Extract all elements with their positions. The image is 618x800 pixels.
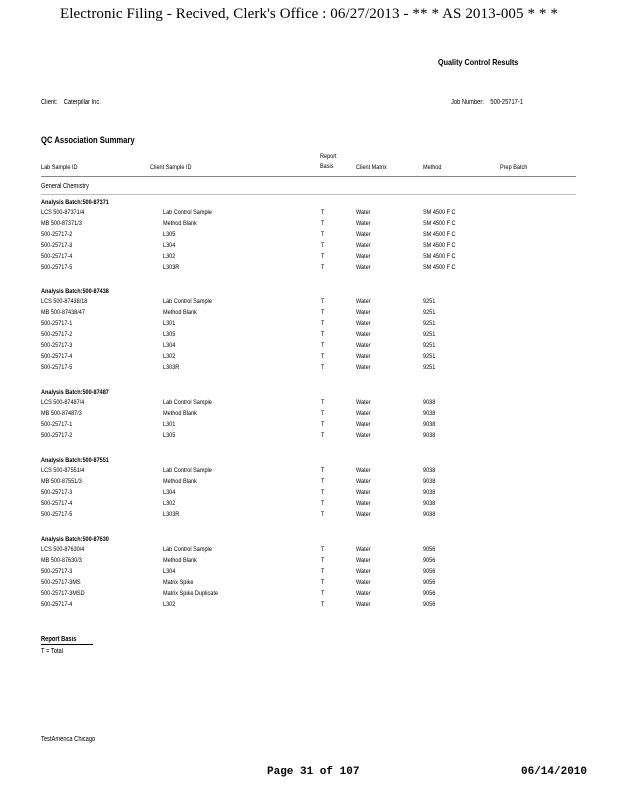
report-basis-cell: T — [321, 342, 325, 349]
method-cell: SM 4500 F C — [423, 209, 456, 216]
job-label: Job Number: — [451, 99, 484, 106]
lab-sample-id-cell: 500-25717-3 — [41, 342, 73, 349]
report-basis-cell: T — [321, 467, 325, 474]
job-info — [451, 99, 523, 106]
report-basis-cell: T — [321, 568, 325, 575]
method-cell: 9038 — [423, 478, 436, 485]
lab-sample-id-cell: MB 500-87551/3 — [41, 478, 82, 485]
report-basis-cell: T — [321, 298, 325, 305]
col-report-basis-line1: Report — [320, 153, 337, 160]
lab-sample-id-cell: MB 500-87438/47 — [41, 309, 85, 316]
lab-sample-id-cell: MB 500-87371/3 — [41, 220, 82, 227]
report-basis-cell: T — [321, 410, 325, 417]
lab-sample-id-cell: 500-25717-3 — [41, 489, 73, 496]
client-matrix-cell: Water — [356, 309, 371, 316]
client-sample-id-cell: L304 — [163, 568, 176, 575]
method-cell: 9038 — [423, 500, 436, 507]
lab-sample-id-cell: 500-25717-2 — [41, 432, 73, 439]
client-matrix-cell: Water — [356, 489, 371, 496]
lab-sample-id-cell: LCS 500-87551/4 — [41, 467, 85, 474]
client-matrix-cell: Water — [356, 410, 371, 417]
client-sample-id-cell: L302 — [163, 353, 176, 360]
client-matrix-cell: Water — [356, 298, 371, 305]
method-cell: 9056 — [423, 568, 436, 575]
lab-sample-id-cell: 500-25717-3MS — [41, 579, 81, 586]
report-basis-cell: T — [321, 546, 325, 553]
client-matrix-cell: Water — [356, 467, 371, 474]
report-basis-cell: T — [321, 353, 325, 360]
report-basis-cell: T — [321, 511, 325, 518]
report-basis-cell: T — [321, 231, 325, 238]
client-sample-id-cell: L305 — [163, 331, 176, 338]
lab-sample-id-cell: 500-25717-4 — [41, 500, 73, 507]
method-cell: 9056 — [423, 590, 436, 597]
method-cell: 9038 — [423, 421, 436, 428]
client-sample-id-cell: L303R — [163, 511, 180, 518]
lab-sample-id-cell: MB 500-87487/3 — [41, 410, 82, 417]
lab-sample-id-cell: 500-25717-4 — [41, 353, 73, 360]
method-cell: 9251 — [423, 342, 436, 349]
report-title: Quality Control Results — [438, 57, 519, 67]
client-matrix-cell: Water — [356, 231, 371, 238]
filing-header: Electronic Filing - Recived, Clerk's Office : 06/27/2013 - ** * AS 2013-005 * * * — [60, 6, 558, 22]
client-matrix-cell: Water — [356, 364, 371, 371]
report-basis-cell: T — [321, 264, 325, 271]
client-sample-id-cell: L304 — [163, 489, 176, 496]
client-value: Caterpillar Inc. — [63, 99, 101, 106]
client-matrix-cell: Water — [356, 601, 371, 608]
client-matrix-cell: Water — [356, 242, 371, 249]
col-method: Method — [423, 164, 442, 171]
lab-sample-id-cell: 500-25717-5 — [41, 364, 73, 371]
method-cell: SM 4500 F C — [423, 220, 456, 227]
client-matrix-cell: Water — [356, 209, 371, 216]
client-sample-id-cell: L302 — [163, 601, 176, 608]
client-sample-id-cell: Lab Control Sample — [163, 546, 212, 553]
client-matrix-cell: Water — [356, 546, 371, 553]
client-info — [41, 99, 101, 106]
col-client-matrix: Client Matrix — [356, 164, 387, 171]
client-sample-id-cell: Matrix Spike — [163, 579, 194, 586]
lab-sample-id-cell: 500-25717-3 — [41, 568, 73, 575]
client-matrix-cell: Water — [356, 568, 371, 575]
lab-sample-id-cell: LCS 500-87438/18 — [41, 298, 88, 305]
lab-sample-id-cell: 500-25717-3 — [41, 242, 73, 249]
method-cell: 9038 — [423, 467, 436, 474]
lab-sample-id-cell: 500-25717-5 — [41, 264, 73, 271]
lab-sample-id-cell: 500-25717-2 — [41, 331, 73, 338]
method-cell: SM 4500 F C — [423, 253, 456, 260]
col-report-basis-line2: Basis — [320, 163, 334, 170]
method-cell: 9251 — [423, 309, 436, 316]
client-sample-id-cell: Method Blank — [163, 410, 197, 417]
client-sample-id-cell: Method Blank — [163, 557, 197, 564]
report-basis-cell: T — [321, 432, 325, 439]
method-cell: 9038 — [423, 489, 436, 496]
client-sample-id-cell: Lab Control Sample — [163, 209, 212, 216]
client-matrix-cell: Water — [356, 331, 371, 338]
client-matrix-cell: Water — [356, 342, 371, 349]
client-sample-id-cell: Method Blank — [163, 220, 197, 227]
client-matrix-cell: Water — [356, 557, 371, 564]
lab-sample-id-cell: 500-25717-4 — [41, 601, 73, 608]
batch-title-text: Analysis Batch:500-87487 — [41, 389, 109, 396]
report-basis-cell: T — [321, 399, 325, 406]
report-basis-cell: T — [321, 320, 325, 327]
client-sample-id-cell: Matrix Spike Duplicate — [163, 590, 218, 597]
report-basis-cell: T — [321, 242, 325, 249]
client-sample-id-cell: L301 — [163, 320, 176, 327]
client-matrix-cell: Water — [356, 320, 371, 327]
client-sample-id-cell: L302 — [163, 500, 176, 507]
report-basis-cell: T — [321, 500, 325, 507]
method-cell: 9038 — [423, 410, 436, 417]
client-sample-id-cell: Method Blank — [163, 478, 197, 485]
client-matrix-cell: Water — [356, 500, 371, 507]
client-matrix-cell: Water — [356, 253, 371, 260]
client-sample-id-cell: Lab Control Sample — [163, 399, 212, 406]
batch-title-text: Analysis Batch:500-87438 — [41, 288, 109, 295]
report-basis-cell: T — [321, 364, 325, 371]
report-basis-cell: T — [321, 489, 325, 496]
legend-item: T = Total — [41, 648, 63, 655]
lab-sample-id-cell: LCS 500-87630/4 — [41, 546, 85, 553]
method-cell: 9251 — [423, 320, 436, 327]
lab-sample-id-cell: 500-25717-1 — [41, 320, 73, 327]
method-cell: 9251 — [423, 364, 436, 371]
client-sample-id-cell: L305 — [163, 432, 176, 439]
lab-sample-id-cell: LCS 500-87371/4 — [41, 209, 85, 216]
batch-title-text: Analysis Batch:500-87551 — [41, 457, 109, 464]
method-cell: 9056 — [423, 557, 436, 564]
method-cell: SM 4500 F C — [423, 242, 456, 249]
report-basis-cell: T — [321, 601, 325, 608]
lab-sample-id-cell: 500-25717-4 — [41, 253, 73, 260]
client-sample-id-cell: L303R — [163, 364, 180, 371]
report-date: 06/14/2010 — [521, 766, 588, 778]
report-basis-cell: T — [321, 421, 325, 428]
method-cell: 9251 — [423, 353, 436, 360]
method-cell: 9251 — [423, 331, 436, 338]
report-basis-cell: T — [321, 478, 325, 485]
header-rule — [41, 176, 576, 177]
report-basis-cell: T — [321, 331, 325, 338]
client-sample-id-cell: L305 — [163, 231, 176, 238]
method-cell: 9038 — [423, 432, 436, 439]
client-sample-id-cell: Lab Control Sample — [163, 467, 212, 474]
report-basis-cell: T — [321, 579, 325, 586]
legend-title: Report Basis — [41, 636, 77, 643]
method-cell: SM 4500 F C — [423, 231, 456, 238]
client-sample-id-cell: L301 — [163, 421, 176, 428]
client-matrix-cell: Water — [356, 220, 371, 227]
lab-sample-id-cell: 500-25717-5 — [41, 511, 73, 518]
method-cell: 9056 — [423, 546, 436, 553]
group-label: General Chemistry — [41, 183, 89, 190]
lab-sample-id-cell: 500-25717-1 — [41, 421, 73, 428]
batch-title-text: Analysis Batch:500-87630 — [41, 536, 109, 543]
method-cell: SM 4500 F C — [423, 264, 456, 271]
lab-sample-id-cell: 500-25717-3MSD — [41, 590, 85, 597]
client-matrix-cell: Water — [356, 478, 371, 485]
lab-name: TestAmerica Chicago — [41, 736, 96, 743]
client-matrix-cell: Water — [356, 264, 371, 271]
group-rule — [41, 194, 576, 195]
report-basis-cell: T — [321, 309, 325, 316]
report-basis-cell: T — [321, 253, 325, 260]
section-title: QC Association Summary — [41, 135, 135, 145]
client-matrix-cell: Water — [356, 421, 371, 428]
client-matrix-cell: Water — [356, 511, 371, 518]
method-cell: 9038 — [423, 511, 436, 518]
legend-underline — [41, 644, 93, 645]
report-basis-cell: T — [321, 209, 325, 216]
lab-sample-id-cell: LCS 500-87487/4 — [41, 399, 85, 406]
client-sample-id-cell: L304 — [163, 342, 176, 349]
method-cell: 9038 — [423, 399, 436, 406]
batch-title-text: Analysis Batch:500-87371 — [41, 199, 109, 206]
client-sample-id-cell: Lab Control Sample — [163, 298, 212, 305]
client-matrix-cell: Water — [356, 399, 371, 406]
col-lab-sample-id: Lab Sample ID — [41, 164, 78, 171]
lab-sample-id-cell: 500-25717-2 — [41, 231, 73, 238]
report-basis-cell: T — [321, 590, 325, 597]
method-cell: 9056 — [423, 579, 436, 586]
method-cell: 9056 — [423, 601, 436, 608]
client-matrix-cell: Water — [356, 590, 371, 597]
client-sample-id-cell: L303R — [163, 264, 180, 271]
client-matrix-cell: Water — [356, 579, 371, 586]
col-client-sample-id: Client Sample ID — [150, 164, 192, 171]
client-sample-id-cell: L302 — [163, 253, 176, 260]
report-basis-cell: T — [321, 557, 325, 564]
page-number: Page 31 of 107 — [267, 766, 360, 778]
job-value: 500-25717-1 — [490, 99, 523, 106]
client-sample-id-cell: Method Blank — [163, 309, 197, 316]
report-basis-cell: T — [321, 220, 325, 227]
client-matrix-cell: Water — [356, 353, 371, 360]
client-matrix-cell: Water — [356, 432, 371, 439]
client-sample-id-cell: L304 — [163, 242, 176, 249]
method-cell: 9251 — [423, 298, 436, 305]
col-prep-batch: Prep Batch — [500, 164, 528, 171]
lab-sample-id-cell: MB 500-87630/3 — [41, 557, 82, 564]
client-label: Client: — [41, 99, 58, 106]
